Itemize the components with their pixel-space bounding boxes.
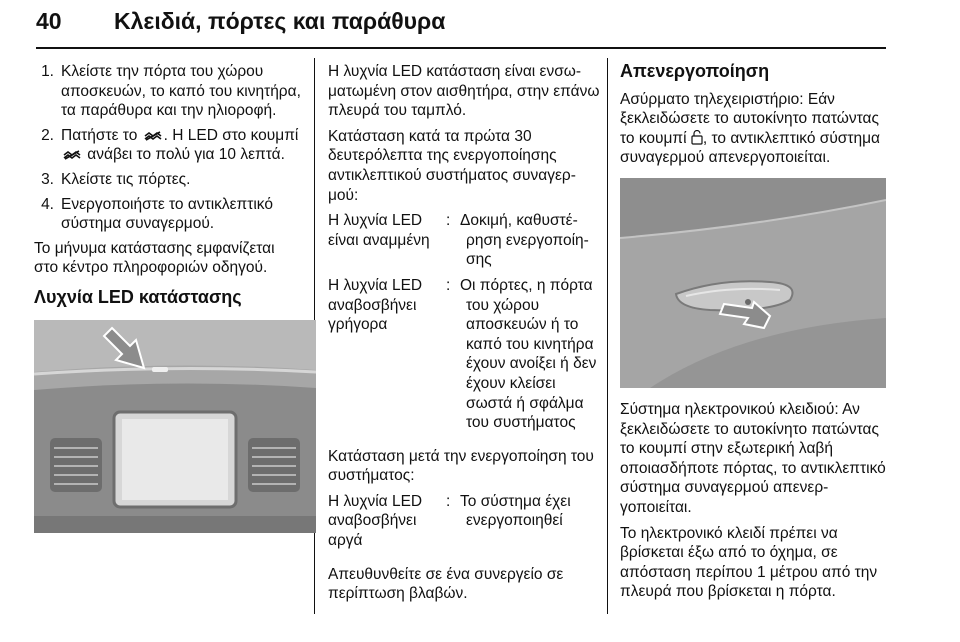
status-row: Η λυχνία LED αναβοσβήνει γρήγορα : Οι πόρτες, η πόρτα του χώρου αποσκευών ή το καπό του κινητήρα έχουν ανοίξει ή δεν έχουν κλείσει σωστά ή σφάλμα του συστήματος <box>328 276 597 432</box>
column-1 <box>20 62 302 533</box>
door-handle-photo <box>620 178 886 388</box>
unlock-icon <box>691 130 703 145</box>
led-heading: Λυχνία LED κατάστασης <box>34 286 242 307</box>
status-message-text: Το μήνυμα κατάστασης εμφανίζεται στο κέντρο πληροφοριών οδηγού. <box>34 239 275 277</box>
after-activation-text: Κατάσταση μετά την ενεργοποίηση του συστήματος: <box>328 447 594 485</box>
status-row: Η λυχνία LED είναι αναμμένη : Δοκιμή, καθυστέρηση ενεργοποίησης <box>328 212 589 269</box>
led-intro-text: Η λυχνία LED κατάσταση είναι ενσωματωμένη στον αισθητήρα, στην επάνω πλευρά του ταμπλό. <box>328 63 600 120</box>
list-item: 4. Ενεργοποιήστε το αντικλεπτικό σύστημα συναγερμού. <box>41 195 273 233</box>
column-3 <box>620 62 886 608</box>
header-rule <box>36 47 886 49</box>
list-item: 1. Κλείστε την πόρτα του χώρου αποσκευών, το καπό του κινητήρα, τα παράθυρα και την ηλιοροφή. <box>41 63 301 120</box>
fault-text: Απευθυνθείτε σε ένα συνεργείο σε περίπτωση βλαβών. <box>328 565 564 603</box>
first-30s-text: Κατάσταση κατά τα πρώτα 30 δευτερόλεπτα της ενεργοποίησης αντικλεπτικού συστήματος συναγερμού: <box>328 127 576 204</box>
remote-text: Ασύρματο τηλεχειριστήριο: Εάν ξεκλειδώσετε το αυτοκίνητο πατώντας το κουμπί , το αντικλεπτικό σύστημα συναγερμού απενεργοποιείται. <box>620 90 880 167</box>
page-header <box>36 6 886 46</box>
deactivation-heading: Απενεργοποίηση <box>620 61 770 81</box>
sensor-off-icon <box>142 131 164 141</box>
dashboard-photo <box>34 320 316 533</box>
sensor-off-icon <box>61 150 83 160</box>
page-number: 40 <box>36 8 62 34</box>
list-item: 3. Κλείστε τις πόρτες. <box>41 170 191 188</box>
column-divider <box>607 58 608 614</box>
list-item: 2. Πατήστε το . Η LED στο κουμπί ανάβει το πολύ για 10 λεπτά. <box>41 126 299 164</box>
keyless-text: Σύστημα ηλεκτρονικού κλειδιού: Αν ξεκλειδώσετε το αυτοκίνητο πατώντας το κουμπί στην εξωτερική λαβή οποιασδήποτε πόρτας, το αντικλεπτικό σύστημα συναγερμού απενεργοποιείται. <box>620 400 886 516</box>
page-title: Κλειδιά, πόρτες και παράθυρα <box>114 8 446 34</box>
status-row: Η λυχνία LED αναβοσβήνει αργά : Το σύστημα έχει ενεργοποιηθεί <box>328 492 571 550</box>
column-2 <box>328 62 600 610</box>
key-location-text: Το ηλεκτρονικό κλειδί πρέπει να βρίσκεται έξω από το όχημα, σε απόσταση περίπου 1 μέτρου από την πλευρά που βρίσκεται η πόρτα. <box>620 524 878 601</box>
